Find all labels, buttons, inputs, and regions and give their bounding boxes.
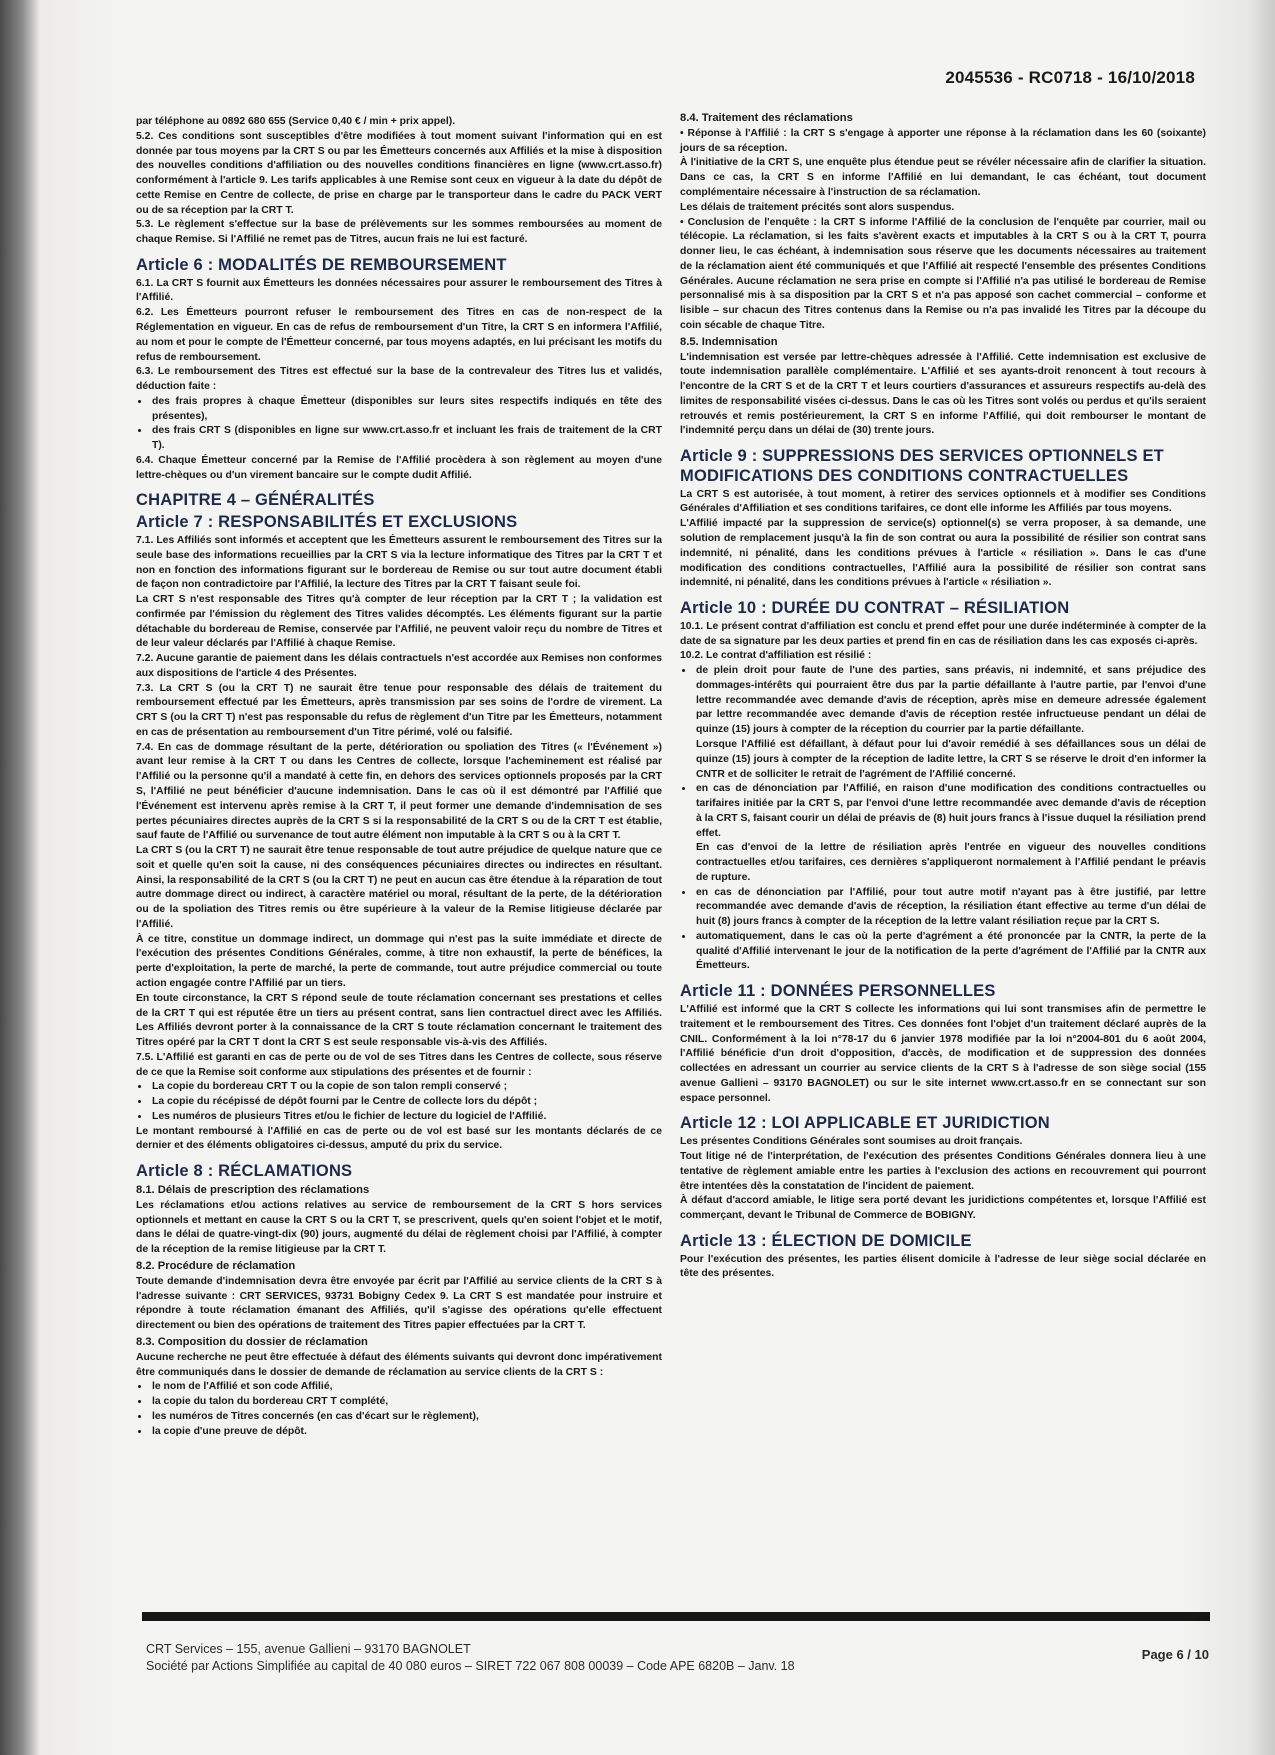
paragraph: 10.2. Le contrat d'affiliation est résilié : — [680, 650, 872, 662]
list-item: • La copie du bordereau CRT T ou la copie de son talon rempli conservé ; — [150, 1080, 662, 1095]
list-item-text: En cas d'envoi de la lettre de résiliation après l'entrée en vigueur des nouvelles conditions contractuelles et/ou tarifaires, ces dernières s'appliqueront normalement à l'Affilié pendant le préavis de rupture. — [696, 842, 1206, 883]
paragraph: À défaut d'accord amiable, le litige sera porté devant les juridictions compétentes et, lorsque l'Affilié est commerçant, devant le Tribunal de Commerce de BOBIGNY. — [680, 1195, 1206, 1222]
list-item-text: de plein droit pour faute de l'une des parties, sans préavis, ni indemnité, et sans préjudice des dommages-intérêts qui pourraient être dus par la partie défaillante à l'autre partie, par l'envoi d'une lettre recommandée avec demande d'avis de réception, après mise en demeure adressée également par lettre recommandée avec demande d'avis de réception restée infructueuse pendant un délai de quinze (15) jours à compter de la réception du courrier par la partie défaillante. — [696, 665, 1206, 736]
paragraph: 5.3. Le règlement s'effectue sur la base de prélèvements sur les sommes remboursées au moment de chaque Remise. Si l'Affilié ne remet pas de Titres, aucun frais ne lui est facturé. — [136, 219, 662, 246]
paragraph: Pour l'exécution des présentes, les parties élisent domicile à l'adresse de leur siège social déclarée en tête des présentes. — [680, 1253, 1206, 1280]
list-item: • des frais propres à chaque Émetteur (disponibles sur leurs sites respectifs indiqués en tête des présentes), — [150, 395, 662, 425]
paragraph: Les présentes Conditions Générales sont soumises au droit français. — [680, 1136, 1023, 1148]
list-item — [694, 782, 1206, 885]
paragraph: Le montant remboursé à l'Affilié en cas de perte ou de vol est basé sur les montants déclarés de ce dernier et des éléments obligatoires ci-dessus, amputé du prix du service. — [136, 1125, 662, 1152]
article-9-heading: Article 9 : SUPPRESSIONS DES SERVICES OPTIONNELS ET MODIFICATIONS DES CONDITIONS CONTRACTUELLES — [680, 447, 1164, 485]
bullet-list — [136, 1380, 662, 1439]
list-item: • La copie du récépissé de dépôt fourni par le Centre de collecte lors du dépôt ; — [150, 1095, 662, 1110]
article-11-heading: Article 11 : DONNÉES PERSONNELLES — [680, 982, 996, 1001]
paragraph: • Réponse à l'Affilié : la CRT S s'engage à apporter une réponse à la réclamation dans les 60 (soixante) jours de sa réception. — [680, 127, 1206, 154]
list-item-text: en cas de dénonciation par l'Affilié, en raison d'une modification des conditions contractuelles ou tarifaires initiée par la CRT S, par l'envoi d'une lettre recommandée avec demande d'avis de réception à la CRT S, faisant courir un délai de préavis de (8) huit jours francs à l'issue duquel la résiliation prend effet. — [696, 783, 1207, 839]
list-item — [694, 664, 1206, 782]
list-item: • en cas de dénonciation par l'Affilié, pour tout autre motif n'ayant pas à être justifié, par lettre recommandée avec demande d'avis de réception, la résiliation étant effective au terme d'un délai de huit (8) jours francs à compter de la réception de la lettre valant résiliation reçue par la CRT S. — [694, 886, 1206, 930]
right-column — [680, 110, 1206, 1282]
paragraph: L'Affilié impacté par la suppression de service(s) optionnel(s) se verra proposer, à sa demande, une solution de remplacement jusqu'à la fin de son contrat ou aura la possibilité de résilier son contrat sans indemnité, ni pénalité, dans les conditions prévues à l'article « résiliation ». Dans le cas d'une modification des conditions contractuelles, l'Affilié aura la possibilité de résilier son contrat sans indemnité, ni pénalité, dans les conditions prévues à l'article « résiliation ». — [680, 518, 1206, 589]
paragraph: 7.5. L'Affilié est garanti en cas de perte ou de vol de ses Titres dans les Centres de collecte, sous réserve de ce que la Remise soit conforme aux stipulations des présentes et de fournir : — [136, 1051, 662, 1078]
list-item: • les numéros de Titres concernés (en cas d'écart sur le règlement), — [150, 1410, 662, 1425]
paragraph: À l'initiative de la CRT S, une enquête plus étendue peut se révéler nécessaire afin de clarifier la situation. Dans ce cas, la CRT S en informe l'Affilié en lui demandant, le cas échéant, tout document complémentaire nécessaire à l'instruction de sa réclamation. — [680, 157, 1206, 198]
paragraph: 6.3. Le remboursement des Titres est effectué sur la base de la contrevaleur des Titres lus et validés, déduction faite : — [136, 366, 662, 393]
article-10-heading: Article 10 : DURÉE DU CONTRAT – RÉSILIATION — [680, 599, 1070, 618]
footer-company-info — [146, 1641, 795, 1675]
paragraph: Les délais de traitement précités sont alors suspendus. — [680, 201, 955, 213]
paragraph: À ce titre, constitue un dommage indirect, un dommage qui n'est pas la suite immédiate et directe de l'exécution des présentes Conditions Générales, comme, à titre non exhaustif, la perte de bénéfices, la perte d'exploitation, la perte de marché, la perte de commande, tout autre préjudice commercial ou toute action engagée contre l'Affilié par un tiers. — [136, 933, 662, 989]
paragraph: Toute demande d'indemnisation devra être envoyée par écrit par l'Affilié au service clients de la CRT S à l'adresse suivante : CRT SERVICES, 93731 Bobigny Cedex 9. La CRT S est mandatée pour instruire et répondre à toute réclamation émanant des Affiliés, qu'il s'agisse des opérations qu'elle effectuent directement ou bien des opérations de traitement des Titres papier effectuées par la CRT T. — [136, 1275, 662, 1332]
list-item: • le nom de l'Affilié et son code Affilié, — [150, 1380, 662, 1395]
list-item: • automatiquement, dans le cas où la perte d'agrément a été prononcée par la CNTR, la perte de la qualité d'Affilié intervenant le jour de la notification de la perte d'agrément de l'Affilié par la CNTR aux Émetteurs. — [694, 930, 1206, 974]
paragraph: L'Affilié est informé que la CRT S collecte les informations qui lui sont transmises afin de permettre le traitement et le remboursement des Titres. Ces données font l'objet d'un traitement déclaré auprès de la CNIL. Conformément à la loi n°78-17 du 6 janvier 1978 modifiée par la loi n°2004-801 du 6 août 2004, l'Affilié bénéficie d'un droit d'opposition, d'accès, de modification et de suppression des données collectées en adressant un courrier au service clients de la CRT S à l'adresse de son siège social (155 avenue Gallieni – 93170 BAGNOLET) ou sur le site internet www.crt.asso.fr en se connectant sur son espace personnel. — [680, 1004, 1206, 1104]
paragraph: 7.4. En cas de dommage résultant de la perte, détérioration ou spoliation des Titres (« l'Événement ») avant leur remise à la CRT T ou dans les Centres de collecte, lorsque l'acheminement est réalisé par l'Affilié ou la personne qu'il a mandaté à cette fin, en dehors des services optionnels proposés par la CRT S, l'Affilié ne peut bénéficier d'aucune indemnisation. Dans le cas où il est démontré par l'Affilié que l'Événement est intervenu après remise à la CRT T, il peut former une demande d'indemnisation de ses pertes pécuniaires directes auprès de la CRT S si la responsabilité de la CRT S ou de la CRT T est établie, sauf faute de l'Affilié ou survenance de tout autre élément non imputable à la CRT S ou à la CRT T. — [136, 741, 662, 842]
paragraph: Aucune recherche ne peut être effectuée à défaut des éléments suivants qui devront donc impérativement être communiqués dans le dossier de demande de réclamation au service clients de la CRT S : — [136, 1351, 662, 1378]
subsection-heading: 8.5. Indemnisation — [680, 335, 778, 348]
paragraph: Les réclamations et/ou actions relatives au service de remboursement de la CRT S hors services optionnels et mettant en cause la CRT S ou la CRT T, se prescrivent, quels qu'en soient l'objet et le motif, dans le délai de quatre-vingt-dix (90) jours, augmenté du délai de règlement choisi par l'Affilié, à compter de la réception de la remise litigieuse par la CRT T. — [136, 1199, 662, 1256]
paragraph: 10.1. Le présent contrat d'affiliation est conclu et prend effet pour une durée indéterminée à compter de la date de sa signature par les deux parties et prend fin en cas de résiliation dans les cas exposés ci-après. — [680, 620, 1206, 647]
bullet-list — [136, 395, 662, 454]
paragraph: 6.2. Les Émetteurs pourront refuser le remboursement des Titres en cas de non-respect de la Réglementation en vigueur. En cas de refus de remboursement d'un Titre, la CRT S en informera l'Affilié, au nom et pour le compte de l'Émetteur concerné, par tous moyens adaptés, en lui précisant les motifs du refus de remboursement. — [136, 307, 662, 363]
footer-legal: Société par Actions Simplifiée au capital de 40 080 euros – SIRET 722 067 808 00039 – Code APE 6820B – Janv. 18 — [146, 1658, 795, 1673]
footer-rule — [142, 1612, 1210, 1621]
subsection-heading: 8.3. Composition du dossier de réclamation — [136, 1335, 368, 1348]
subsection-heading: 8.1. Délais de prescription des réclamations — [136, 1183, 370, 1196]
paragraph: 7.2. Aucune garantie de paiement dans les délais contractuels n'est accordée aux Remises non conformes aux dispositions de l'article 4 des Présentes. — [136, 653, 662, 679]
list-item: • des frais CRT S (disponibles en ligne sur www.crt.asso.fr et incluant les frais de traitement de la CRT T). — [150, 424, 662, 454]
list-item: • Les numéros de plusieurs Titres et/ou le fichier de lecture du logiciel de l'Affilié. — [150, 1110, 662, 1125]
article-6-heading: Article 6 : MODALITÉS DE REMBOURSEMENT — [136, 255, 507, 274]
paragraph: La CRT S n'est responsable des Titres qu'à compter de leur réception par la CRT T ; la validation est confirmée par l'émission du règlement des Titres valides décomptés. Les éléments figurant sur la partie détachable du bordereau de Remise, conservée par l'Affilié, ne peuvent valoir reçu du nombre de Titres et de leur valeur déclarés par l'Affilié à chaque Remise. — [136, 594, 662, 650]
article-8-heading: Article 8 : RÉCLAMATIONS — [136, 1162, 353, 1181]
paragraph: par téléphone au 0892 680 655 (Service 0,40 € / min + prix appel). — [136, 116, 456, 127]
left-column — [136, 115, 662, 1439]
list-item: • la copie d'une preuve de dépôt. — [150, 1425, 662, 1440]
footer-address: CRT Services – 155, avenue Gallieni – 93170 BAGNOLET — [146, 1642, 471, 1656]
page-number: Page 6 / 10 — [1141, 1647, 1209, 1662]
paragraph: 7.3. La CRT S (ou la CRT T) ne saurait être tenue pour responsable des délais de traitement du remboursement effectué par les Émetteurs, après transmission par ses soins de l'ordre de virement. La CRT S (ou la CRT T) n'est pas responsable du refus de règlement d'un Titre par les Émetteurs, notamment en cas de présentation au remboursement d'un Titre périmé, volé ou falsifié. — [136, 682, 662, 738]
paragraph: L'indemnisation est versée par lettre-chèques adressée à l'Affilié. Cette indemnisation est exclusive de toute indemnisation parallèle complémentaire. L'Affilié et ses ayants-droit renoncent à tout recours à l'encontre de la CRT S et de la CRT T et leurs courtiers d'assurances et assureurs respectifs au-delà des limites de responsabilité visées ci-dessus. Dans le cas où les Titres sont volés ou perdus et qu'ils seraient retrouvés et remis postérieurement, la CRT S en informe l'Affilié, qui doit rembourser le montant de l'indemnité perçu dans un délai de (30) trente jours. — [680, 351, 1206, 437]
paragraph: La CRT S (ou la CRT T) ne saurait être tenue responsable de tout autre préjudice de quelque nature que ce soit et quelle qu'en soit la cause, ni des conséquences pécuniaires directes ou indirectes en résultant. Ainsi, la responsabilité de la CRT S (ou la CRT T) ne peut en aucun cas être étendue à la réparation de tout autre dommage direct ou indirect, à caractère matériel ou moral, résultant de la perte, de la détérioration ou de la spoliation des Titres remis ou être supérieure à la valeur de la Remise litigieuse déclarée par l'Affilié. — [136, 845, 662, 930]
paragraph: La CRT S est autorisée, à tout moment, à retirer des services optionnels et à modifier ses Conditions Générales d'Affiliation et ses conditions tarifaires, ce dont elle informe les Affiliés par tous moyens. — [680, 488, 1206, 515]
article-7-heading: Article 7 : RESPONSABILITÉS ET EXCLUSIONS — [136, 513, 518, 532]
article-12-heading: Article 12 : LOI APPLICABLE ET JURIDICTION — [680, 1114, 1050, 1133]
paragraph: 5.2. Ces conditions sont susceptibles d'être modifiées à tout moment suivant l'information qui en est donnée par tous moyens par la CRT S ou par les Émetteurs concernés aux Affiliés et la mise à disposition des nouvelles conditions d'affiliation ou des nouvelles conditions financières en ligne (www.crt.asso.fr) conformément à l'article 9. Les tarifs applicables à une Remise sont ceux en vigueur à la date du dépôt de cette Remise en Centre de collecte, de prise en charge par le transporteur dans le cadre du PACK VERT ou de sa réception par la CRT T. — [136, 130, 662, 216]
subsection-heading: 8.4. Traitement des réclamations — [680, 112, 853, 124]
paragraph: 6.1. La CRT S fournit aux Émetteurs les données nécessaires pour assurer le remboursement des Titres à l'Affilié. — [136, 277, 662, 304]
chapter-4-heading: CHAPITRE 4 – GÉNÉRALITÉS — [136, 491, 375, 510]
article-13-heading: Article 13 : ÉLECTION DE DOMICILE — [680, 1231, 972, 1250]
bullet-list — [680, 664, 1206, 974]
document-reference: 2045536 - RC0718 - 16/10/2018 — [945, 68, 1195, 87]
paragraph: Tout litige né de l'interprétation, de l'exécution des présentes Conditions Générales donnera lieu à une tentative de règlement amiable entre les parties à l'exclusion des actions en recouvrement qui pourront être intentées dès la constatation de l'incident de paiement. — [680, 1150, 1206, 1192]
paragraph: • Conclusion de l'enquête : la CRT S informe l'Affilié de la conclusion de l'enquête par courrier, mail ou télécopie. La réclamation, si les faits s'avèrent exacts et imputables à la CRT S ou à la CRT T, pourra donner lieu, le cas échéant, à indemnisation sous réserve que les documents nécessaires au traitement de la réclamation aient été communiqués et que l'Affilié ait respecté l'ensemble des présentes Conditions Générales. Aucune réclamation ne sera prise en compte si l'Affilié n'a pas utilisé le bordereau de Remise personnalisé mis à sa disposition par la CRT S et n'a pas apposé son cachet commercial – conforme et lisible – sur chacun des Titres contenus dans la Remise ou n'a pas invalidé les Titres par la découpe du coin sécable de chaque Titre. — [680, 216, 1206, 331]
list-item-text: Lorsque l'Affilié est défaillant, à défaut pour lui d'avoir remédié à ses défaillances sous un délai de quinze (15) jours à compter de la réception de ladite lettre, la CRT S se réserve le droit d'en informer la CNTR et de solliciter le retrait de l'agrément de l'Affilié concerné. — [696, 739, 1206, 780]
paragraph: 7.1. Les Affiliés sont informés et acceptent que les Émetteurs assurent le remboursement des Titres sur la seule base des informations recueillies par la CRT S via la lecture informatique des Titres par la CRT T et non en fonction des informations figurant sur le bordereau de Remise ou sur tout autre document établi de façon non contradictoire par l'Affilié, la lecture des Titres par la CRT T faisant seule foi. — [136, 535, 662, 591]
paragraph: En toute circonstance, la CRT S répond seule de toute réclamation concernant ses prestations et celles de la CRT T qui est réputée être un tiers au présent contrat, sans lien contractuel direct avec les Affiliés. Les Affiliés devront porter à la connaissance de la CRT S toute réclamation concernant le traitement des Titres opéré par la CRT T dont la CRT S est seule responsable vis-à-vis des Affiliés. — [136, 992, 662, 1049]
subsection-heading: 8.2. Procédure de réclamation — [136, 1259, 296, 1272]
bullet-list — [136, 1080, 662, 1124]
paragraph: 6.4. Chaque Émetteur concerné par la Remise de l'Affilié procèdera à son règlement au moyen d'une lettre-chèques ou d'un virement bancaire sur le compte dudit Affilié. — [136, 454, 662, 481]
list-item: • la copie du talon du bordereau CRT T complété, — [150, 1395, 662, 1410]
